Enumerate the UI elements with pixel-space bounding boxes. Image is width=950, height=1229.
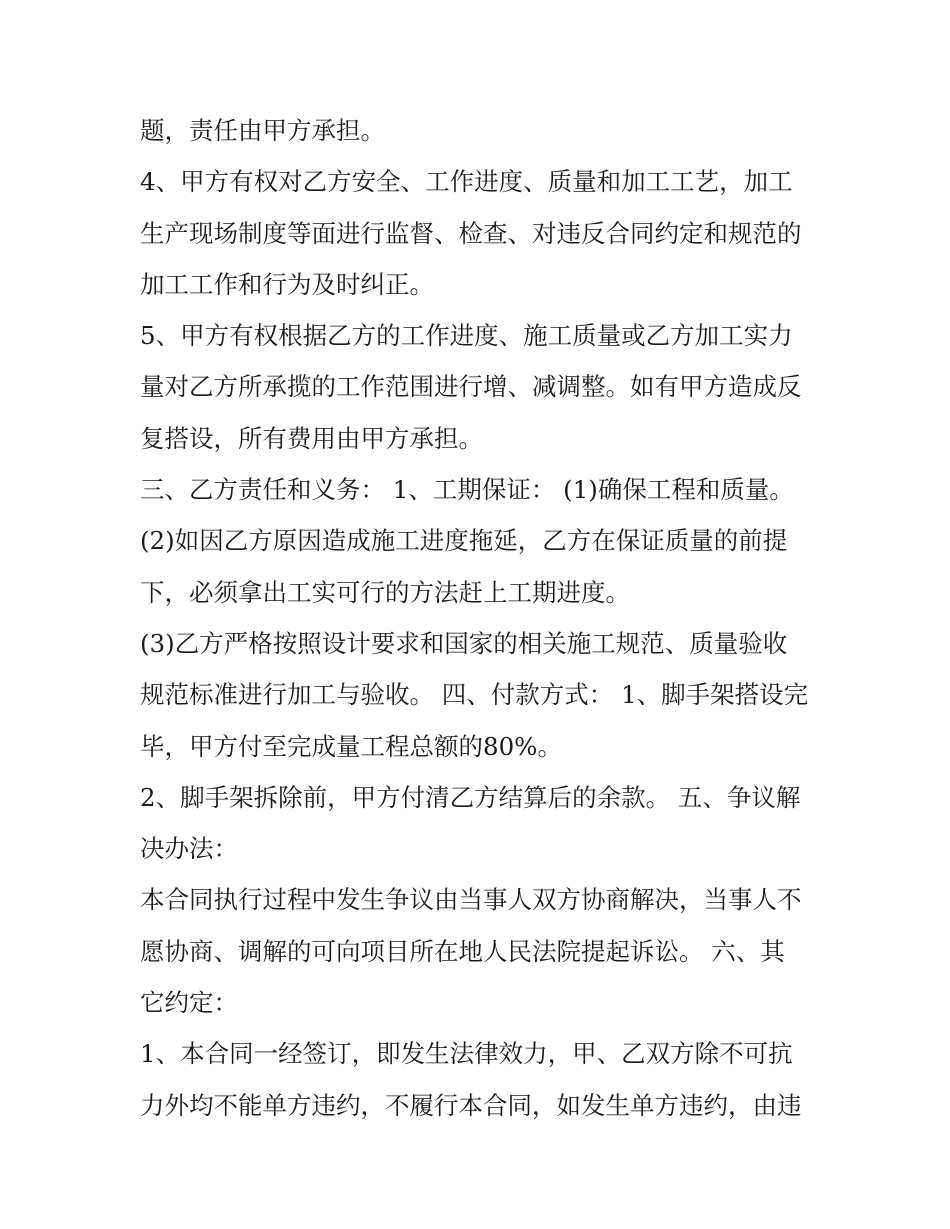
- text-line-18: 它约定：: [140, 988, 238, 1018]
- text-line-11: (3)乙方严格按照设计要求和国家的相关施工规范、质量验收: [140, 628, 788, 658]
- text-line-8: 三、乙方责任和义务： 1、工期保证： (1)确保工程和质量。: [140, 475, 794, 505]
- text-line-3: 生产现场制度等面进行监督、检查、对违反合同约定和规范的: [140, 218, 802, 248]
- text-line-16: 本合同执行过程中发生争议由当事人双方协商解决，当事人不: [140, 885, 802, 915]
- text-line-12: 规范标准进行加工与验收。 四、付款方式： 1、脚手架搭设完: [140, 680, 809, 710]
- text-line-13: 毕，甲方付至完成量工程总额的80%。: [140, 731, 562, 761]
- text-line-14: 2、脚手架拆除前，甲方付清乙方结算后的余款。 五、争议解: [140, 782, 801, 812]
- text-line-9: (2)如因乙方原因造成施工进度拖延，乙方在保证质量的前提: [140, 526, 788, 556]
- document-body: [140, 105, 830, 1131]
- text-line-20: 力外均不能单方违约，不履行本合同，如发生单方违约，由违: [140, 1090, 802, 1120]
- text-line-10: 下，必须拿出工实可行的方法赶上工期进度。: [140, 577, 630, 607]
- text-line-5: 5、甲方有权根据乙方的工作进度、施工质量或乙方加工实力: [140, 321, 793, 351]
- text-line-2: 4、甲方有权对乙方安全、工作进度、质量和加工工艺，加工: [140, 167, 793, 197]
- text-line-15: 决办法：: [140, 834, 238, 864]
- text-line-17: 愿协商、调解的可向项目所在地人民法院提起诉讼。 六、其: [140, 936, 785, 966]
- text-line-1: 题，责任由甲方承担。: [140, 116, 385, 145]
- text-line-7: 复搭设，所有费用由甲方承担。: [140, 423, 483, 453]
- text-line-6: 量对乙方所承揽的工作范围进行增、减调整。如有甲方造成反: [140, 372, 802, 402]
- text-line-4: 加工工作和行为及时纠正。: [140, 269, 434, 299]
- text-line-19: 1、本合同一经签订，即发生法律效力，甲、乙双方除不可抗: [140, 1039, 793, 1069]
